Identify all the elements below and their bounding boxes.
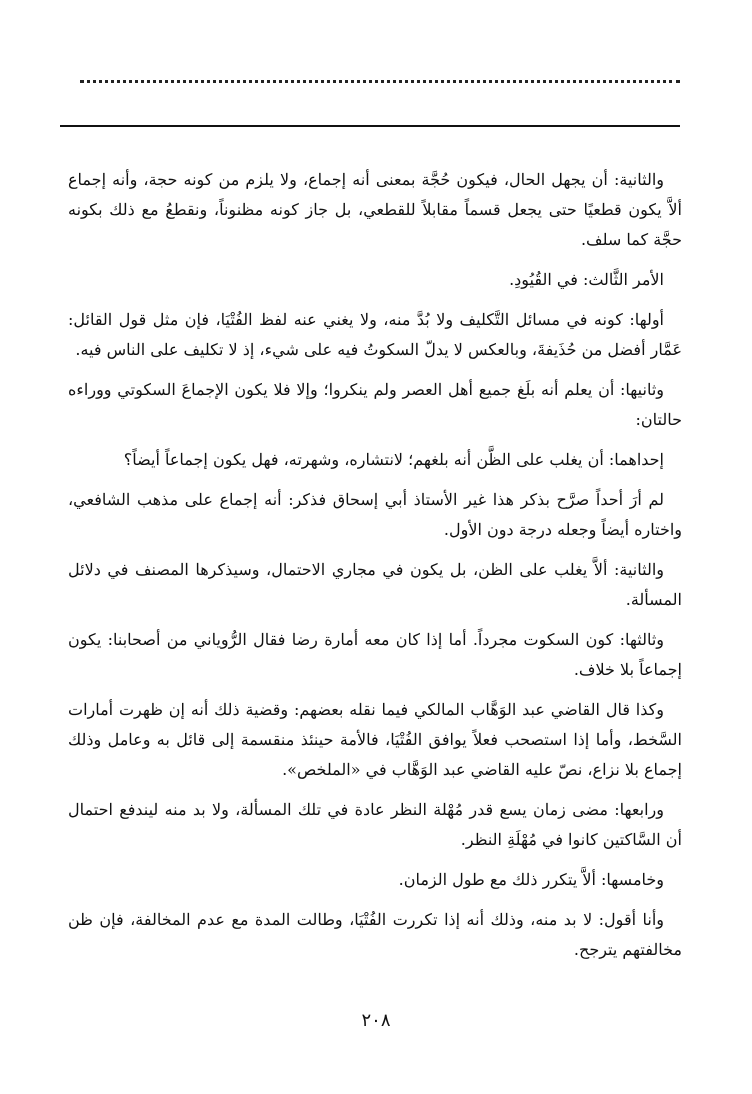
paragraph-author-view: وأنا أقول: لا بد منه، وذلك أنه إذا تكررت الفُتْيَا، وطالت المدة مع عدم المخالفة، فإن ظن مخالفتهم يترجح. [68,910,682,959]
paragraph-second-case: والثانية: أن يجهل الحال، فيكون حُجَّة بمعنى أنه إجماع، ولا يلزم من كونه حجة، وأنه إجماع ألاَّ يكون قطعيًا حتى يجعل قسماً مقابلاً للقطعي، بل جاز كونه مظنوناً، ونقطعُ مع ذلك بكونه حجَّة كما سلف. [68,170,682,249]
paragraph-abu-ishaq: لم أرَ أحداً صرَّح بذكر هذا غير الأستاذ أبي إسحاق فذكر: أنه إجماع على مذهب الشافعي، واختاره أيضاً وجعله درجة دون الأول. [68,490,682,539]
header-dotted-line [80,80,680,97]
page-number: ٢٠٨ [361,1010,391,1031]
header-rule [60,125,680,127]
page-body [68,165,682,975]
paragraph-abd-alwahhab: وكذا قال القاضي عبد الوَهَّاب المالكي فيما نقله بعضهم: وقضية ذلك أنه إن ظهرت أمارات السَّخط، وأما إذا استصحب فعلاً يوافق الفُتْيَا، فالأمة حينئذ منقسمة إلى قائل به وعامل وذلك إجماع بلا نزاع، نصّ عليه القاضي عبد الوَهَّاب في «الملخص». [68,700,682,779]
paragraph-first-state: إحداهما: أن يغلب على الظَّن أنه بلغهم؛ لانتشاره، وشهرته، فهل يكون إجماعاً أيضاً؟ [123,450,664,469]
paragraph-fourth-condition: ورابعها: مضى زمان يسع قدر مُهْلة النظر عادة في تلك المسألة، ولا بد منه ليندفع احتمال أن السَّاكتين كانوا في مُهْلَةِ النظر. [68,800,682,849]
paragraph-second-condition: وثانيها: أن يعلم أنه بلَغ جميع أهل العصر ولم ينكروا؛ وإلا فلا يكون الإجماعَ السكوتي ووراءه حالتان: [68,380,682,429]
paragraph-third-matter: الأمر الثَّالث: في القُيُودِ. [509,270,664,289]
paragraph-fifth-condition: وخامسها: ألاَّ يتكرر ذلك مع طول الزمان. [398,870,664,889]
paragraph-third-condition: وثالثها: كون السكوت مجرداً. أما إذا كان معه أمارة رضا فقال الرُّوياني من أصحابنا: يكون إجماعاً بلا خلاف. [68,630,682,679]
paragraph-second-state: والثانية: ألاَّ يغلب على الظن، بل يكون في مجاري الاحتمال، وسيذكرها المصنف في دلائل المسألة. [68,560,682,609]
paragraph-first-condition: أولها: كونه في مسائل التَّكليف ولا بُدَّ منه، ولا يغني عنه لفظ الفُتْيَا، فإن مثل قول القائل: عَمَّار أفضل من حُذَيفةَ، وبالعكس لا يدلّ السكوتُ فيه على شيء، إذ لا تكليف على الناس فيه. [68,310,682,359]
